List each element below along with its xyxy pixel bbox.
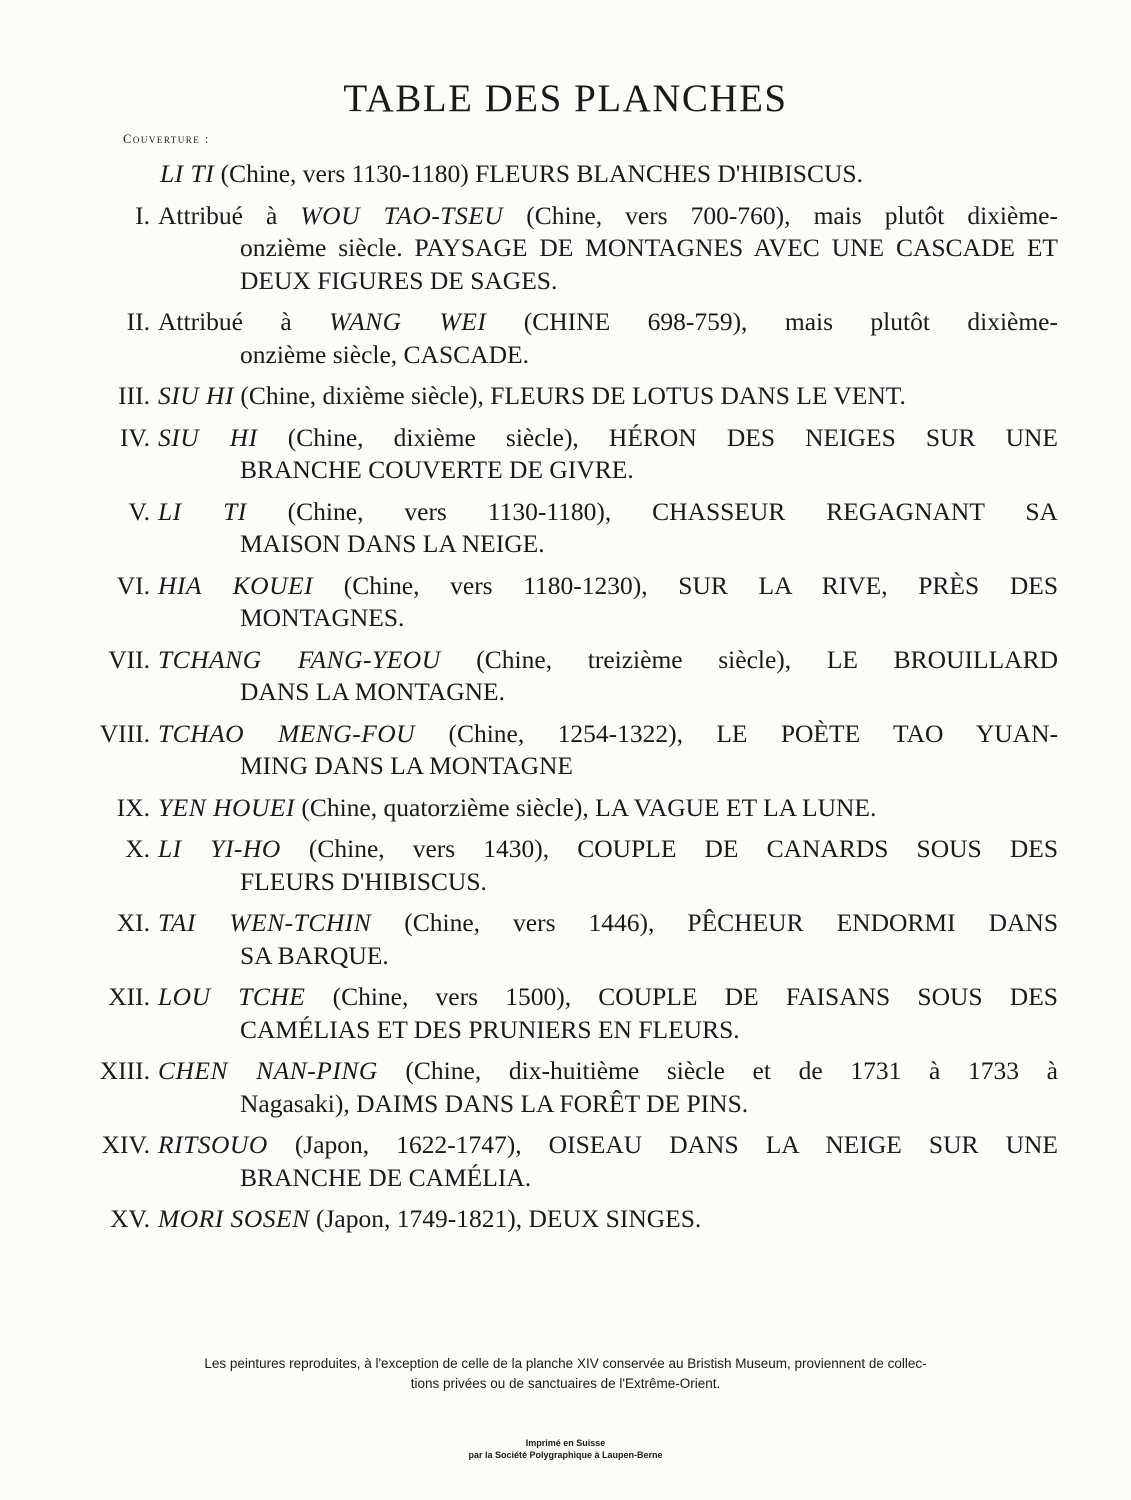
plate-number: XIV. — [101, 1130, 150, 1159]
plate-description — [158, 833, 1058, 898]
plate-number: XI. — [116, 908, 150, 937]
plate-number: V. — [128, 496, 150, 526]
plate-first-line — [158, 907, 1058, 940]
plate-continuation: SA BARQUE. — [240, 940, 389, 970]
plate-first-line — [158, 833, 1058, 866]
plate-entry — [0, 644, 1131, 709]
entry-text: (Japon, 1749-1821), DEUX SINGES. — [309, 1204, 702, 1233]
plate-number: X. — [125, 834, 150, 863]
cover-entry — [0, 158, 1131, 191]
plate-description — [158, 570, 1058, 635]
plate-number: VI. — [116, 570, 150, 600]
plate-first-line — [158, 496, 1058, 529]
imprint-line: Imprimé en Suisse — [525, 1438, 606, 1448]
entry-text: (Chine, vers 1130-1180) FLEURS BLANCHES D'HIBISCUS. — [214, 159, 863, 188]
artist-name: TCHAO MENG-FOU — [158, 718, 416, 748]
plates-list — [0, 158, 1131, 1245]
plate-number: III. — [118, 381, 150, 410]
plate-entry — [0, 981, 1131, 1046]
plate-number: XII. — [108, 982, 150, 1011]
plate-description — [158, 496, 1058, 561]
plate-entry — [0, 380, 1131, 413]
entry-text: (Chine, quatorzième siècle), LA VAGUE ET LA LUNE. — [294, 792, 877, 822]
plate-continuation: MAISON DANS LA NEIGE. — [240, 529, 545, 558]
artist-name: LI TI — [158, 496, 247, 526]
plate-entry — [0, 1129, 1131, 1194]
plate-description — [158, 306, 1058, 371]
entry-text: (Chine, dixième siècle), HÉRON DES NEIGES SUR UNE — [257, 422, 1058, 452]
plate-description — [158, 200, 1058, 298]
cover-label: Couverture : — [123, 132, 210, 146]
plate-number: XV. — [110, 1204, 150, 1233]
artist-name: MORI SOSEN — [158, 1204, 310, 1233]
plate-entry — [0, 833, 1131, 898]
plate-first-line — [158, 422, 1058, 455]
plate-first-line — [158, 1055, 1058, 1088]
plate-first-line — [158, 644, 1058, 677]
footnote-line: Les peintures reproduites, à l'exception de celle de la planche XIV conservée au Bristish Museum, proviennent de collec- — [204, 1356, 927, 1371]
artist-name: SIU HI — [158, 422, 258, 452]
plate-first-line — [158, 570, 1058, 603]
plate-entry — [0, 1203, 1131, 1236]
entry-text: (Chine, treizième siècle), LE BROUILLARD — [440, 644, 1058, 674]
plate-continuation: DANS LA MONTAGNE. — [240, 677, 505, 706]
plate-description — [158, 907, 1058, 972]
plate-continuation: MING DANS LA MONTAGNE — [240, 751, 573, 780]
plate-description — [158, 1129, 1058, 1194]
entry-text: (Chine, vers 1500), COUPLE DE FAISANS SOUS DES — [305, 982, 1058, 1011]
plate-entry — [0, 570, 1131, 635]
artist-name: LOU TCHE — [158, 982, 306, 1011]
attribution-text: Attribué à — [158, 307, 330, 336]
entry-text: (Japon, 1622-1747), OISEAU DANS LA NEIGE SUR UNE — [267, 1130, 1058, 1159]
plate-entry — [0, 907, 1131, 972]
artist-name: WANG WEI — [329, 307, 487, 336]
plate-first-line — [158, 718, 1058, 751]
imprint — [0, 1437, 1131, 1461]
plate-first-line — [158, 380, 1058, 413]
plate-description — [158, 1055, 1058, 1120]
plate-continuation: BRANCHE DE CAMÉLIA. — [240, 1162, 532, 1192]
artist-name: TAI WEN-TCHIN — [158, 908, 372, 937]
entry-text: (Chine, vers 1130-1180), CHASSEUR REGAGNANT SA — [246, 496, 1058, 526]
entry-text: (CHINE 698-759), mais plutôt dixième- — [486, 307, 1058, 336]
plate-continuation: MONTAGNES. — [240, 603, 405, 632]
plate-number: I. — [135, 200, 150, 230]
plate-description — [158, 718, 1058, 783]
plate-description — [158, 644, 1058, 709]
artist-name: LI TI — [160, 159, 215, 188]
plate-number: IX. — [116, 792, 150, 822]
plate-first-line — [158, 792, 1058, 825]
artist-name: CHEN NAN-PING — [158, 1056, 378, 1085]
artist-name: YEN HOUEI — [158, 792, 295, 822]
plate-description — [158, 792, 1058, 825]
footnote-line: tions privées ou de sanctuaires de l'Extrême-Orient. — [410, 1376, 721, 1391]
plate-first-line — [158, 200, 1058, 233]
entry-text: (Chine, dixième siècle), FLEURS DE LOTUS DANS LE VENT. — [233, 381, 906, 410]
plate-continuation: onzième siècle. PAYSAGE DE MONTAGNES AVEC UNE CASCADE ET DEUX FIGURES DE SAGES. — [240, 233, 1058, 295]
plate-number: VIII. — [99, 718, 150, 748]
plate-entry — [0, 496, 1131, 561]
plate-entry — [0, 422, 1131, 487]
entry-text: (Chine, vers 1430), COUPLE DE CANARDS SOUS DES — [280, 834, 1058, 863]
artist-name: SIU HI — [158, 381, 234, 410]
artist-name: LI YI-HO — [158, 834, 281, 863]
plate-number: II. — [126, 307, 150, 336]
entry-text: (Chine, vers 700-760), mais plutôt dixième- — [503, 200, 1058, 230]
plate-continuation: FLEURS D'HIBISCUS. — [240, 866, 487, 896]
plate-description — [158, 1203, 1058, 1236]
attribution-text: Attribué à — [158, 200, 301, 230]
entry-text: (Chine, vers 1180-1230), SUR LA RIVE, PRÈS DES — [313, 570, 1058, 600]
footnote — [0, 1354, 1131, 1394]
plate-entry — [0, 1055, 1131, 1120]
plate-number: VII. — [108, 644, 150, 674]
artist-name: TCHANG FANG-YEOU — [158, 644, 441, 674]
plate-description — [158, 380, 1058, 413]
plate-entry — [0, 792, 1131, 825]
plate-first-line — [158, 1203, 1058, 1236]
plate-entry — [0, 718, 1131, 783]
imprint-line: par la Société Polygraphique à Laupen-Berne — [468, 1450, 663, 1460]
plate-description — [158, 422, 1058, 487]
plate-first-line — [158, 981, 1058, 1014]
plate-first-line — [158, 1129, 1058, 1162]
plate-continuation: CAMÉLIAS ET DES PRUNIERS EN FLEURS. — [240, 1014, 740, 1044]
artist-name: RITSOUO — [158, 1130, 268, 1159]
page-title: TABLE DES PLANCHES — [343, 77, 788, 121]
plate-number: XIII. — [99, 1056, 150, 1085]
plate-entry — [0, 200, 1131, 298]
plate-continuation: onzième siècle, CASCADE. — [240, 339, 529, 369]
plate-entry — [0, 306, 1131, 371]
plate-continuation: Nagasaki), DAIMS DANS LA FORÊT DE PINS. — [240, 1088, 749, 1118]
plate-description — [158, 981, 1058, 1046]
artist-name: HIA KOUEI — [158, 570, 314, 600]
entry-text: (Chine, dix-huitième siècle et de 1731 à 1733 à — [377, 1056, 1059, 1085]
plate-continuation: BRANCHE COUVERTE DE GIVRE. — [240, 455, 634, 484]
plate-first-line — [158, 306, 1058, 339]
entry-text: (Chine, 1254-1322), LE POÈTE TAO YUAN- — [415, 718, 1058, 748]
artist-name: WOU TAO-TSEU — [300, 200, 504, 230]
plate-number: IV. — [120, 422, 150, 452]
entry-text: (Chine, vers 1446), PÊCHEUR ENDORMI DANS — [371, 908, 1059, 937]
